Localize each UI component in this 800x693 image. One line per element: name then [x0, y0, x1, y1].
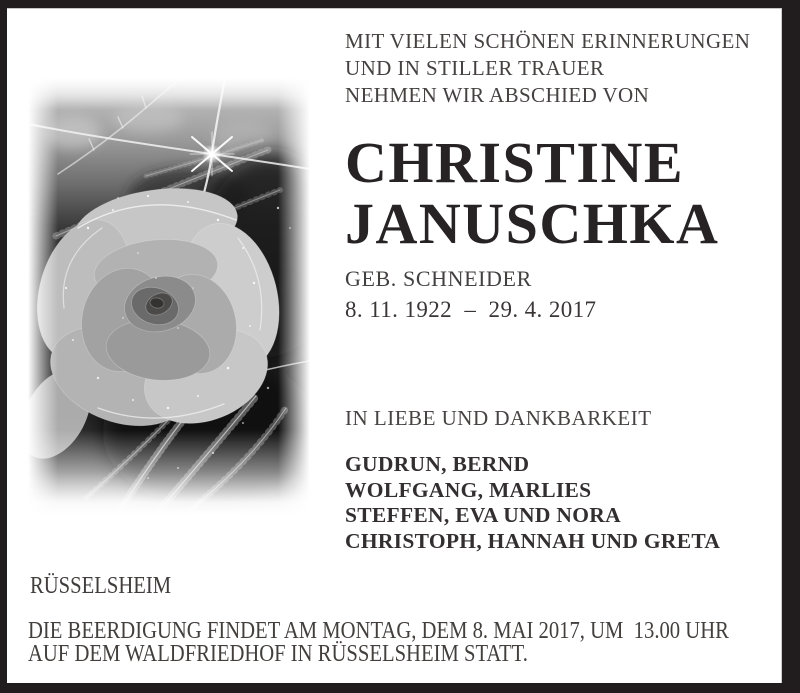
funeral-info-line: DIE BEERDIGUNG FINDET AM MONTAG, DEM 8. MAI 2017, UM 13.00 UHR [28, 618, 729, 644]
maiden-name: GEB. SCHNEIDER [345, 266, 532, 291]
city-label: RÜSSELSHEIM [30, 573, 172, 599]
funeral-info [28, 620, 729, 666]
mourners-list [345, 452, 720, 554]
tribute-line: IN LIEBE UND DANKBARKEIT [345, 406, 652, 430]
mourner-line: GUDRUN, BERND [345, 452, 530, 476]
rose-photo [28, 78, 310, 515]
life-dates: 8. 11. 1922 – 29. 4. 2017 [345, 297, 597, 322]
intro-line: MIT VIELEN SCHÖNEN ERINNERUNGEN [345, 29, 751, 53]
deceased-first-name: CHRISTINE [345, 130, 685, 195]
intro-text [345, 28, 750, 109]
funeral-info-line: AUF DEM WALDFRIEDHOF IN RÜSSELSHEIM STATT. [28, 641, 528, 667]
mourner-line: CHRISTOPH, HANNAH UND GRETA [345, 528, 721, 553]
deceased-name [345, 132, 719, 254]
mourner-line: STEFFEN, EVA UND NORA [345, 503, 621, 527]
rose-photo-graphic [28, 78, 310, 515]
intro-line: UND IN STILLER TRAUER [345, 56, 605, 80]
intro-line: NEHMEN WIR ABSCHIED VON [345, 83, 650, 107]
deceased-last-name: JANUSCHKA [345, 191, 720, 256]
mourner-line: WOLFGANG, MARLIES [345, 477, 592, 502]
